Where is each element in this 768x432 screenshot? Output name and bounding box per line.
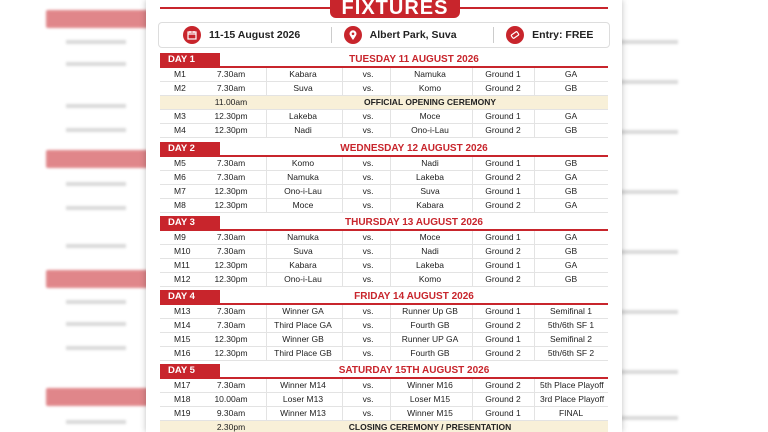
column-divider — [534, 199, 535, 212]
column-divider — [266, 199, 267, 212]
match-time: 12.30pm — [214, 274, 248, 284]
match-number: M13 — [174, 306, 191, 316]
match-number: M1 — [174, 69, 186, 79]
vs-label: vs. — [362, 111, 374, 121]
fixture-row — [160, 124, 608, 138]
ground-name: Ground 2 — [485, 172, 521, 182]
match-number: M11 — [174, 260, 190, 270]
event-entry-text: Entry: FREE — [532, 29, 594, 41]
day-header — [160, 290, 608, 305]
column-divider — [472, 110, 473, 123]
grade-or-stage: GA — [564, 232, 578, 242]
ceremony-label: OFFICIAL OPENING CEREMONY — [363, 97, 497, 107]
column-divider — [266, 273, 267, 286]
away-team: Lakeba — [416, 260, 444, 270]
column-divider — [390, 273, 391, 286]
column-divider — [472, 379, 473, 392]
home-team: Third Place GB — [274, 348, 332, 358]
column-divider — [390, 379, 391, 392]
column-divider — [342, 171, 343, 184]
column-divider — [472, 171, 473, 184]
home-team: Lakeba — [289, 111, 317, 121]
event-info-bar — [158, 22, 610, 48]
match-number: M8 — [174, 200, 186, 210]
match-number: M7 — [174, 186, 186, 196]
vs-label: vs. — [362, 394, 374, 404]
vs-label: vs. — [362, 186, 374, 196]
away-team: Suva — [420, 186, 440, 196]
fixture-row — [160, 245, 608, 259]
grade-or-stage: GA — [564, 111, 578, 121]
match-number: M9 — [174, 232, 186, 242]
home-team: Kabara — [289, 69, 317, 79]
grade-or-stage: 5th/6th SF 1 — [547, 320, 595, 330]
column-divider — [390, 82, 391, 95]
title-rule-right — [436, 7, 608, 9]
day-date-title: THURSDAY 13 AUGUST 2026 — [344, 217, 483, 228]
column-divider — [342, 393, 343, 406]
vs-label: vs. — [362, 260, 374, 270]
match-number: M5 — [174, 158, 186, 168]
ground-name: Ground 1 — [485, 158, 521, 168]
column-divider — [390, 185, 391, 198]
home-team: Winner M13 — [280, 408, 326, 418]
match-time: 7.30am — [216, 306, 246, 316]
grade-or-stage: Semifinal 2 — [549, 334, 593, 344]
column-divider — [472, 273, 473, 286]
fixtures-poster — [146, 0, 622, 432]
grade-or-stage: GA — [564, 260, 578, 270]
column-divider — [266, 124, 267, 137]
ground-name: Ground 1 — [485, 186, 521, 196]
column-divider — [472, 407, 473, 420]
match-number: M3 — [174, 111, 186, 121]
ground-name: Ground 1 — [485, 260, 521, 270]
home-team: Ono-i-Lau — [284, 186, 322, 196]
vs-label: vs. — [362, 69, 374, 79]
away-team: Lakeba — [416, 172, 444, 182]
grade-or-stage: GA — [564, 69, 578, 79]
info-separator — [493, 27, 494, 43]
home-team: Kabara — [289, 260, 317, 270]
day-section — [160, 53, 608, 138]
home-team: Namuka — [287, 172, 319, 182]
away-team: Moce — [419, 232, 441, 242]
day-header — [160, 364, 608, 379]
column-divider — [534, 68, 535, 81]
day-date-title: TUESDAY 11 AUGUST 2026 — [349, 54, 479, 65]
match-number: M14 — [174, 320, 191, 330]
ground-name: Ground 1 — [485, 232, 521, 242]
event-venue — [344, 26, 494, 44]
ground-name: Ground 1 — [485, 334, 521, 344]
column-divider — [266, 393, 267, 406]
column-divider — [342, 347, 343, 360]
away-team: Nadi — [421, 158, 439, 168]
match-time: 7.30am — [216, 320, 246, 330]
column-divider — [342, 157, 343, 170]
column-divider — [534, 347, 535, 360]
day-header — [160, 142, 608, 157]
column-divider — [390, 231, 391, 244]
info-separator — [331, 27, 332, 43]
column-divider — [342, 185, 343, 198]
match-time: 7.30am — [216, 380, 246, 390]
fixture-row — [160, 305, 608, 319]
ceremony-time: 11.00am — [214, 97, 248, 107]
fixture-row — [160, 82, 608, 96]
column-divider — [390, 407, 391, 420]
home-team: Suva — [293, 83, 313, 93]
title-rule-left — [160, 7, 332, 9]
column-divider — [390, 68, 391, 81]
match-time: 12.30pm — [214, 334, 248, 344]
match-time: 10.00am — [214, 394, 248, 404]
ground-name: Ground 1 — [485, 69, 521, 79]
column-divider — [342, 231, 343, 244]
column-divider — [534, 171, 535, 184]
column-divider — [534, 379, 535, 392]
home-team: Ono-i-Lau — [284, 274, 322, 284]
column-divider — [266, 319, 267, 332]
grade-or-stage: GB — [564, 158, 578, 168]
ceremony-label: CLOSING CEREMONY / PRESENTATION — [348, 422, 512, 432]
event-entry — [506, 26, 609, 44]
match-time: 7.30am — [216, 172, 246, 182]
column-divider — [472, 245, 473, 258]
column-divider — [390, 333, 391, 346]
column-divider — [266, 407, 267, 420]
column-divider — [342, 245, 343, 258]
day-date-title: FRIDAY 14 AUGUST 2026 — [354, 291, 474, 302]
column-divider — [266, 305, 267, 318]
column-divider — [472, 347, 473, 360]
column-divider — [534, 305, 535, 318]
fixture-row — [160, 68, 608, 82]
grade-or-stage: GB — [564, 83, 578, 93]
home-team: Komo — [291, 158, 315, 168]
fixture-row — [160, 259, 608, 273]
day-header — [160, 53, 608, 68]
away-team: Fourth GB — [410, 320, 450, 330]
event-dates-text: 11-15 August 2026 — [209, 29, 301, 41]
column-divider — [342, 319, 343, 332]
grade-or-stage: GB — [564, 125, 578, 135]
column-divider — [390, 393, 391, 406]
ceremony-row — [160, 421, 608, 432]
column-divider — [534, 82, 535, 95]
ceremony-row — [160, 96, 608, 110]
column-divider — [266, 231, 267, 244]
home-team: Namuka — [287, 232, 319, 242]
column-divider — [390, 319, 391, 332]
grade-or-stage: 5th/6th SF 2 — [547, 348, 595, 358]
home-team: Winner GA — [282, 306, 324, 316]
day-section — [160, 364, 608, 432]
column-divider — [342, 407, 343, 420]
calendar-icon — [183, 26, 201, 44]
column-divider — [472, 259, 473, 272]
column-divider — [342, 379, 343, 392]
match-number: M12 — [174, 274, 191, 284]
column-divider — [534, 157, 535, 170]
column-divider — [472, 333, 473, 346]
grade-or-stage: GB — [564, 186, 578, 196]
column-divider — [342, 199, 343, 212]
away-team: Loser M15 — [409, 394, 451, 404]
blurred-background-right — [598, 0, 768, 432]
away-team: Moce — [419, 111, 441, 121]
day-header — [160, 216, 608, 231]
ground-name: Ground 2 — [485, 83, 521, 93]
vs-label: vs. — [362, 158, 374, 168]
vs-label: vs. — [362, 274, 374, 284]
column-divider — [534, 124, 535, 137]
day-section — [160, 142, 608, 213]
column-divider — [472, 157, 473, 170]
vs-label: vs. — [362, 125, 374, 135]
ground-name: Ground 2 — [485, 320, 521, 330]
ground-name: Ground 2 — [485, 348, 521, 358]
ground-name: Ground 1 — [485, 306, 521, 316]
fixture-row — [160, 231, 608, 245]
day-label: DAY 5 — [160, 364, 220, 377]
vs-label: vs. — [362, 380, 374, 390]
ground-name: Ground 2 — [485, 380, 521, 390]
fixture-row — [160, 273, 608, 287]
home-team: Winner GB — [282, 334, 324, 344]
away-team: Fourth GB — [410, 348, 450, 358]
day-section — [160, 290, 608, 361]
page-title: FIXTURES — [330, 0, 460, 18]
ticket-icon — [506, 26, 524, 44]
ground-name: Ground 2 — [485, 246, 521, 256]
title-bar — [146, 0, 622, 18]
match-time: 7.30am — [216, 69, 246, 79]
day-label: DAY 2 — [160, 142, 220, 155]
column-divider — [342, 259, 343, 272]
grade-or-stage: Semifinal 1 — [549, 306, 593, 316]
match-number: M18 — [174, 394, 191, 404]
day-label: DAY 1 — [160, 53, 220, 66]
match-number: M4 — [174, 125, 186, 135]
vs-label: vs. — [362, 200, 374, 210]
away-team: Runner UP GA — [401, 334, 459, 344]
fixture-row — [160, 171, 608, 185]
away-team: Komo — [418, 83, 442, 93]
column-divider — [472, 82, 473, 95]
grade-or-stage: GA — [564, 172, 578, 182]
away-team: Ono-i-Lau — [411, 125, 449, 135]
home-team: Third Place GA — [274, 320, 332, 330]
match-time: 12.30pm — [214, 200, 248, 210]
match-time: 7.30am — [216, 232, 246, 242]
column-divider — [534, 231, 535, 244]
column-divider — [342, 333, 343, 346]
away-team: Namuka — [414, 69, 446, 79]
column-divider — [266, 379, 267, 392]
column-divider — [472, 199, 473, 212]
column-divider — [472, 68, 473, 81]
column-divider — [390, 245, 391, 258]
vs-label: vs. — [362, 320, 374, 330]
fixture-row — [160, 199, 608, 213]
column-divider — [390, 171, 391, 184]
grade-or-stage: GB — [564, 274, 578, 284]
home-team: Nadi — [294, 125, 312, 135]
day-date-title: WEDNESDAY 12 AUGUST 2026 — [340, 143, 488, 154]
column-divider — [472, 305, 473, 318]
column-divider — [266, 82, 267, 95]
location-pin-icon — [344, 26, 362, 44]
day-date-title: SATURDAY 15TH AUGUST 2026 — [338, 365, 490, 376]
column-divider — [390, 199, 391, 212]
ground-name: Ground 2 — [485, 394, 521, 404]
ceremony-time: 2.30pm — [216, 422, 246, 432]
day-label: DAY 4 — [160, 290, 220, 303]
match-number: M10 — [174, 246, 191, 256]
column-divider — [390, 347, 391, 360]
column-divider — [390, 305, 391, 318]
fixture-row — [160, 379, 608, 393]
column-divider — [266, 171, 267, 184]
match-time: 12.30pm — [214, 260, 248, 270]
column-divider — [534, 245, 535, 258]
column-divider — [342, 124, 343, 137]
column-divider — [534, 110, 535, 123]
column-divider — [342, 273, 343, 286]
ground-name: Ground 1 — [485, 111, 521, 121]
away-team: Winner M16 — [407, 380, 453, 390]
vs-label: vs. — [362, 408, 374, 418]
column-divider — [266, 333, 267, 346]
event-venue-text: Albert Park, Suva — [369, 29, 457, 41]
match-number: M6 — [174, 172, 186, 182]
day-section — [160, 216, 608, 287]
column-divider — [534, 319, 535, 332]
fixture-row — [160, 347, 608, 361]
fixture-row — [160, 185, 608, 199]
fixture-row — [160, 407, 608, 421]
vs-label: vs. — [362, 306, 374, 316]
column-divider — [390, 124, 391, 137]
blurred-background-left — [0, 0, 170, 432]
column-divider — [534, 259, 535, 272]
day-label: DAY 3 — [160, 216, 220, 229]
away-team: Kabara — [416, 200, 444, 210]
vs-label: vs. — [362, 172, 374, 182]
home-team: Moce — [292, 200, 314, 210]
away-team: Runner Up GB — [402, 306, 458, 316]
away-team: Komo — [418, 274, 442, 284]
column-divider — [472, 124, 473, 137]
column-divider — [390, 157, 391, 170]
vs-label: vs. — [362, 232, 374, 242]
grade-or-stage: GA — [564, 200, 578, 210]
column-divider — [266, 245, 267, 258]
home-team: Loser M13 — [282, 394, 324, 404]
event-dates — [183, 26, 331, 44]
column-divider — [266, 259, 267, 272]
match-number: M15 — [174, 334, 191, 344]
match-time: 12.30pm — [214, 348, 248, 358]
away-team: Nadi — [421, 246, 439, 256]
match-time: 7.30am — [216, 83, 246, 93]
match-time: 7.30am — [216, 158, 246, 168]
match-time: 7.30am — [216, 246, 246, 256]
match-number: M2 — [174, 83, 186, 93]
match-time: 12.30pm — [214, 186, 248, 196]
fixture-row — [160, 319, 608, 333]
column-divider — [390, 110, 391, 123]
column-divider — [472, 185, 473, 198]
fixture-row — [160, 110, 608, 124]
home-team: Suva — [293, 246, 313, 256]
column-divider — [472, 319, 473, 332]
grade-or-stage: GB — [564, 246, 578, 256]
ground-name: Ground 2 — [485, 125, 521, 135]
ground-name: Ground 2 — [485, 200, 521, 210]
column-divider — [342, 110, 343, 123]
column-divider — [534, 407, 535, 420]
home-team: Winner M14 — [280, 380, 326, 390]
vs-label: vs. — [362, 334, 374, 344]
column-divider — [342, 68, 343, 81]
column-divider — [390, 259, 391, 272]
fixture-row — [160, 157, 608, 171]
column-divider — [342, 82, 343, 95]
column-divider — [266, 185, 267, 198]
column-divider — [534, 393, 535, 406]
column-divider — [534, 273, 535, 286]
match-number: M17 — [174, 380, 191, 390]
match-time: 12.30pm — [214, 111, 248, 121]
match-time: 9.30am — [216, 408, 246, 418]
fixture-row — [160, 393, 608, 407]
match-time: 12.30pm — [214, 125, 248, 135]
vs-label: vs. — [362, 246, 374, 256]
match-number: M16 — [174, 348, 191, 358]
column-divider — [534, 185, 535, 198]
column-divider — [266, 110, 267, 123]
ground-name: Ground 1 — [485, 408, 521, 418]
column-divider — [266, 157, 267, 170]
vs-label: vs. — [362, 348, 374, 358]
grade-or-stage: 3rd Place Playoff — [540, 394, 605, 404]
grade-or-stage: FINAL — [558, 408, 584, 418]
fixture-row — [160, 333, 608, 347]
column-divider — [534, 333, 535, 346]
column-divider — [342, 305, 343, 318]
match-number: M19 — [174, 408, 191, 418]
column-divider — [266, 68, 267, 81]
ground-name: Ground 2 — [485, 274, 521, 284]
grade-or-stage: 5th Place Playoff — [540, 380, 604, 390]
column-divider — [472, 393, 473, 406]
column-divider — [472, 231, 473, 244]
vs-label: vs. — [362, 83, 374, 93]
column-divider — [266, 347, 267, 360]
away-team: Winner M15 — [407, 408, 453, 418]
